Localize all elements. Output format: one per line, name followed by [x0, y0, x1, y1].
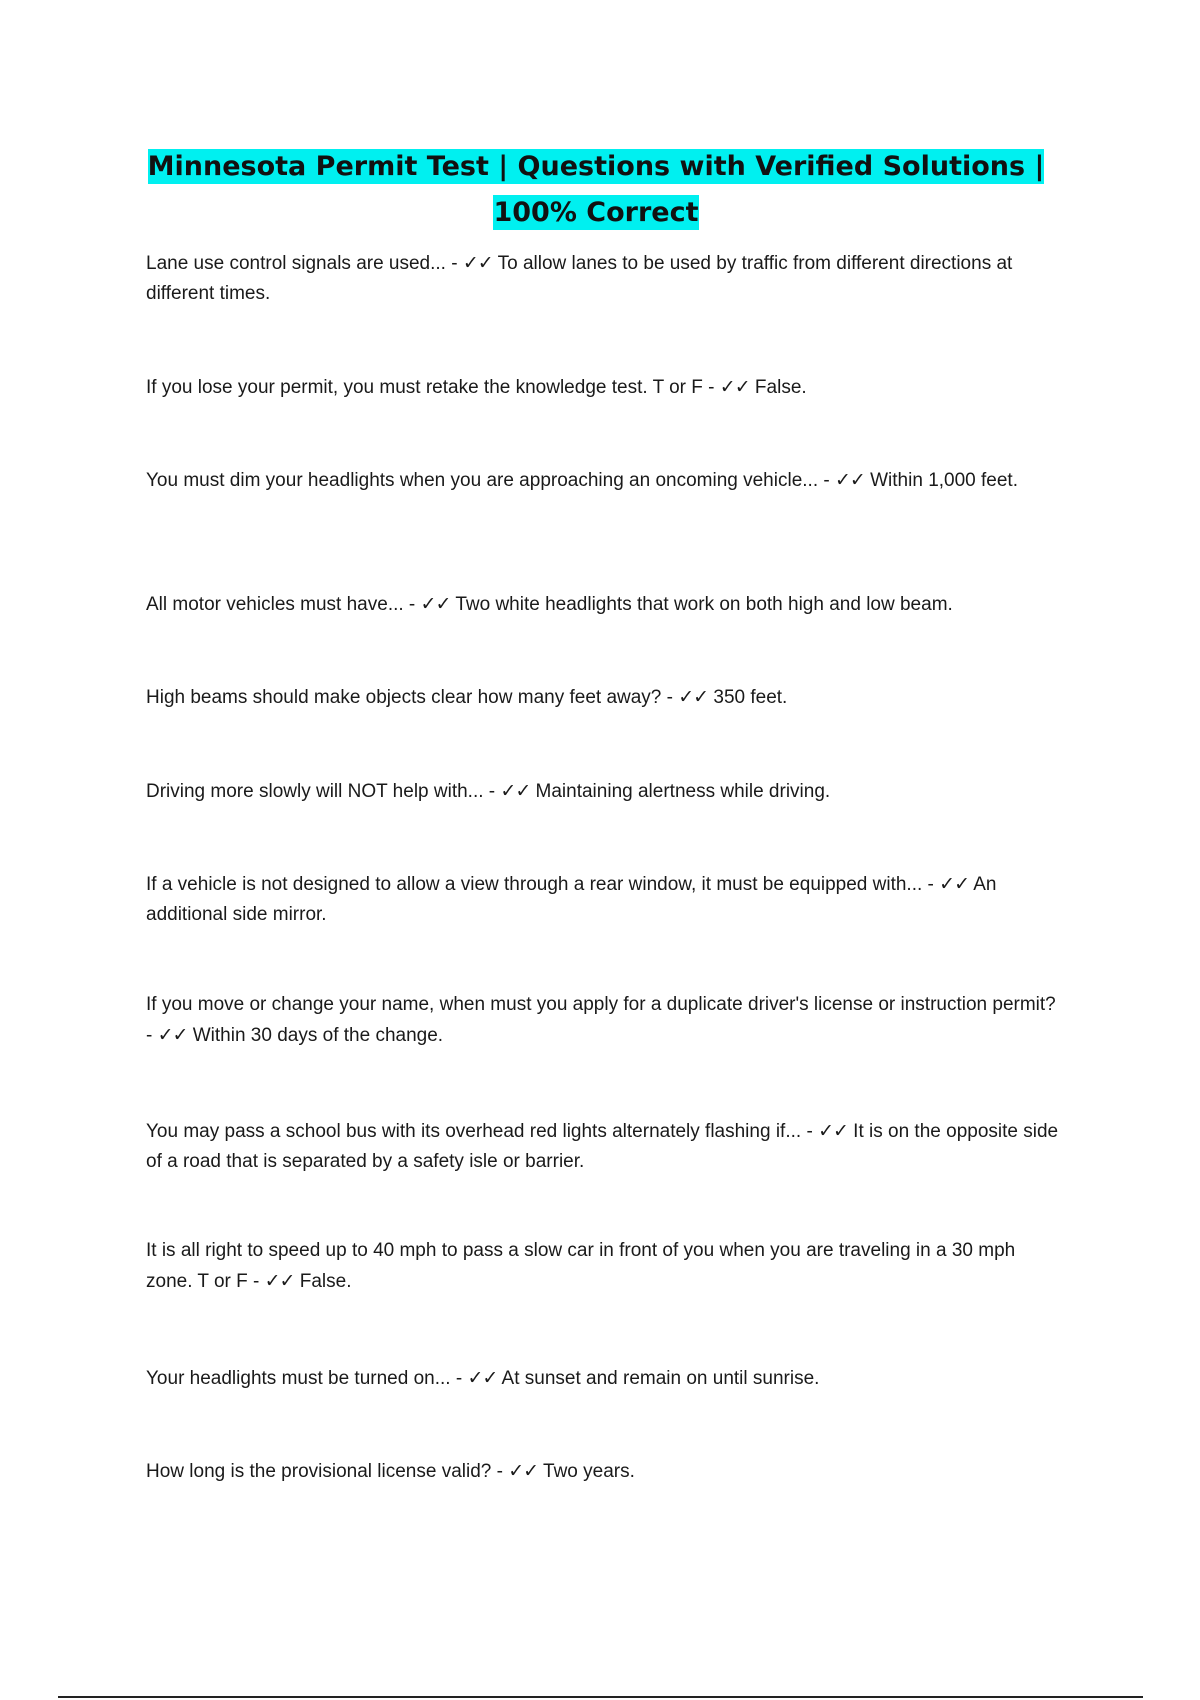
answer-text: Two years.: [538, 1461, 635, 1482]
double-check-icon: ✓✓: [719, 376, 750, 398]
answer-text: Maintaining alertness while driving.: [530, 781, 831, 802]
question-item: [146, 682, 1066, 713]
question-item: [146, 776, 1066, 807]
question-item: [146, 1116, 1066, 1177]
answer-text: False.: [749, 377, 807, 398]
separator: -: [146, 1025, 158, 1046]
double-check-icon: ✓✓: [939, 873, 970, 895]
answer-text: False.: [294, 1271, 352, 1292]
question-text: Your headlights must be turned on...: [146, 1368, 451, 1389]
question-item: [146, 1456, 1066, 1487]
answer-text: 350 feet.: [708, 687, 788, 708]
double-check-icon: ✓✓: [678, 686, 709, 708]
question-item: [146, 1363, 1066, 1394]
question-text: It is all right to speed up to 40 mph to pass a slow car in front of you when you are traveling in a 30 mph zone. T or F: [146, 1240, 1016, 1292]
question-text: If a vehicle is not designed to allow a view through a rear window, it must be equipped with...: [146, 874, 923, 895]
question-item: [146, 465, 1066, 496]
question-item: [146, 869, 1066, 930]
double-check-icon: ✓✓: [157, 1024, 188, 1046]
double-check-icon: ✓✓: [467, 1367, 498, 1389]
answer-text: It is on the opposite side of a road that is separated by a safety isle or barrier.: [146, 1121, 1059, 1172]
separator: -: [450, 1368, 468, 1389]
question-item: [146, 248, 1066, 309]
double-check-icon: ✓✓: [508, 1460, 539, 1482]
separator: -: [661, 687, 679, 708]
question-item: [146, 372, 1066, 403]
answer-text: To allow lanes to be used by traffic from different directions at different times.: [146, 253, 1013, 304]
question-text: If you move or change your name, when must you apply for a duplicate driver's license or instruction permit?: [146, 994, 1056, 1015]
separator: -: [702, 377, 720, 398]
separator: -: [922, 874, 940, 895]
question-text: You must dim your headlights when you are approaching an oncoming vehicle...: [146, 470, 819, 491]
double-check-icon: ✓✓: [420, 593, 451, 615]
question-item: [146, 990, 1066, 1051]
question-text: How long is the provisional license valid?: [146, 1461, 492, 1482]
answer-text: Within 1,000 feet.: [864, 470, 1018, 491]
footer-divider: [58, 1696, 1143, 1698]
question-text: Driving more slowly will NOT help with...: [146, 781, 484, 802]
separator: -: [247, 1271, 265, 1292]
double-check-icon: ✓✓: [835, 469, 865, 491]
question-text: All motor vehicles must have...: [146, 594, 404, 615]
double-check-icon: ✓✓: [500, 780, 531, 802]
page-title: Minnesota Permit Test | Questions with Verified Solutions | 100% Correct: [147, 151, 1045, 228]
question-text: Lane use control signals are used...: [146, 253, 446, 274]
separator: -: [491, 1461, 509, 1482]
separator: -: [818, 470, 835, 491]
answer-text: An additional side mirror.: [146, 874, 997, 925]
double-check-icon: ✓✓: [818, 1120, 848, 1142]
double-check-icon: ✓✓: [462, 252, 493, 274]
question-item: [146, 1236, 1066, 1297]
separator: -: [801, 1121, 819, 1142]
answer-text: At sunset and remain on until sunrise.: [497, 1368, 820, 1389]
question-text: You may pass a school bus with its overhead red lights alternately flashing if...: [146, 1121, 802, 1142]
separator: -: [403, 594, 421, 615]
separator: -: [483, 781, 501, 802]
answer-text: Within 30 days of the change.: [187, 1025, 444, 1046]
question-item: [146, 589, 1066, 620]
double-check-icon: ✓✓: [264, 1270, 295, 1292]
separator: -: [445, 253, 463, 274]
page-title-block: [146, 146, 1046, 238]
question-text: If you lose your permit, you must retake the knowledge test. T or F: [146, 377, 703, 398]
answer-text: Two white headlights that work on both high and low beam.: [450, 594, 953, 615]
question-text: High beams should make objects clear how many feet away?: [146, 687, 662, 708]
